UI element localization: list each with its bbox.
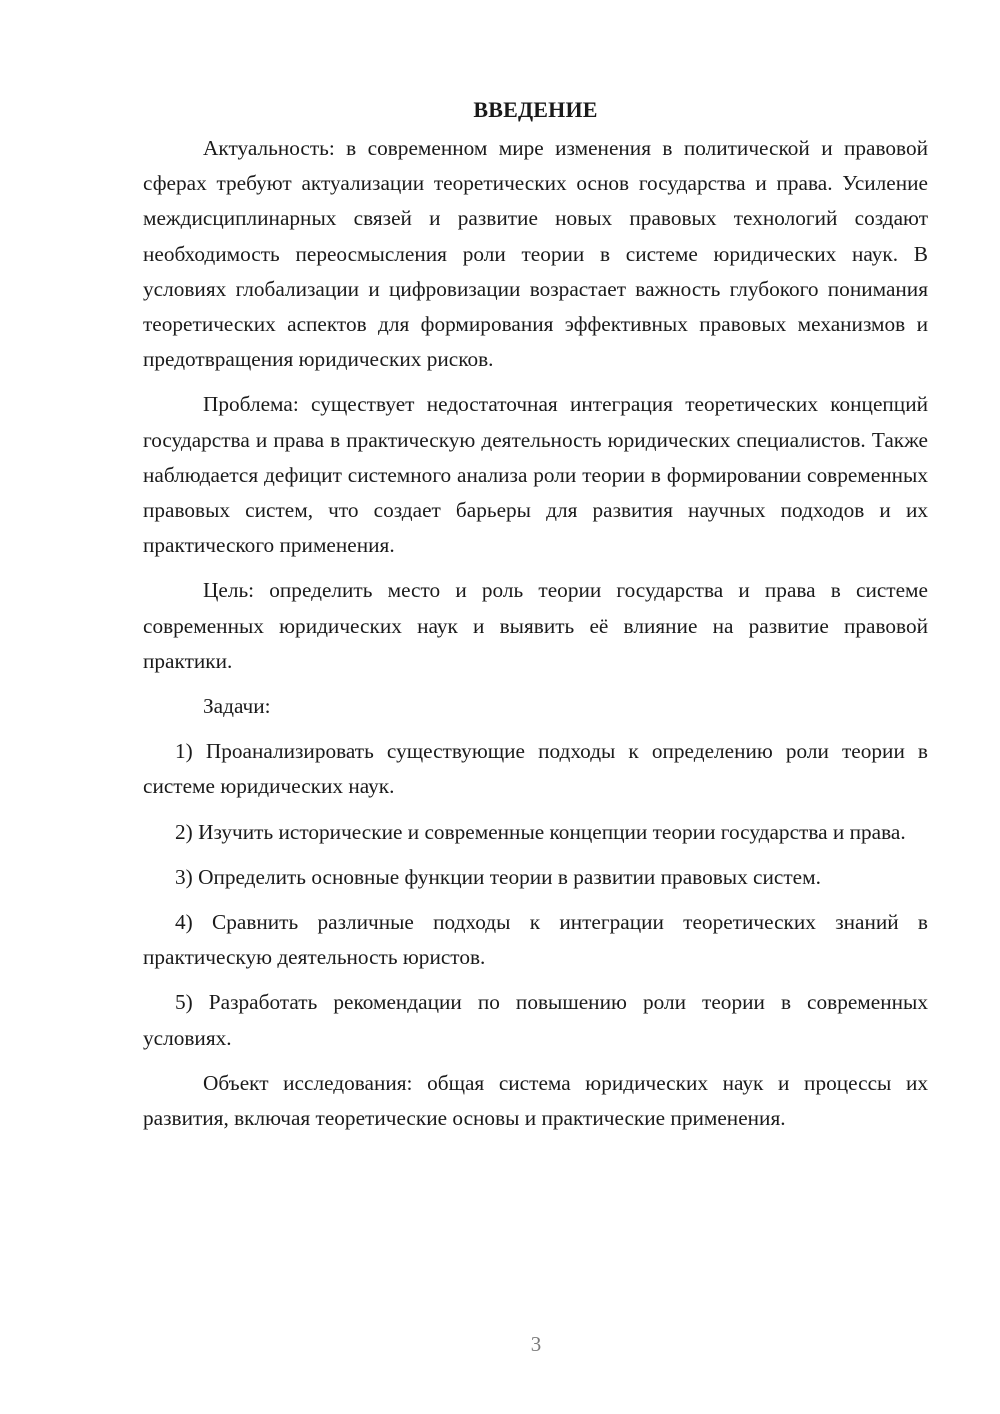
tasks-label: Задачи: [203,694,271,719]
task-item: 1) Проанализировать существующие подходы к определению роли теории в системе юридических наук. [143,739,928,799]
task-item: 2) Изучить исторические и современные концепции теории государства и права. [175,819,906,844]
task-item: 5) Разработать рекомендации по повышению роли теории в современных условиях. [143,990,928,1050]
task-item: 3) Определить основные функции теории в развитии правовых систем. [175,864,821,889]
document-page [143,92,928,1146]
task-item: 4) Сравнить различные подходы к интеграции теоретических знаний в практическую деятельность юристов. [143,910,928,970]
page-number: 3 [530,1332,542,1356]
object-paragraph: Объект исследования: общая система юридических наук и процессы их развития, включая теоретические основы и практические применения. [143,1070,928,1131]
relevance-paragraph: Актуальность: в современном мире изменения в политической и правовой сферах требуют актуализации теоретических основ государства и права. Усиление междисциплинарных связей и развитие новых правовых технологий создают необходимость переосмысления роли теории в системе юридических наук. В условиях глобализации и цифровизации возрастает важность глубокого понимания теоретических аспектов для формирования эффективных правовых механизмов и предотвращения юридических рисков. [143,136,928,372]
problem-paragraph: Проблема: существует недостаточная интеграция теоретических концепций государства и права в практическую деятельность юридических специалистов. Также наблюдается дефицит системного анализа роли теории в формировании современных правовых систем, что создает барьеры для развития научных подходов и их практического применения. [143,392,928,558]
goal-paragraph: Цель: определить место и роль теории государства и права в системе современных юридических наук и выявить её влияние на развитие правовой практики. [143,578,928,673]
page-title: ВВЕДЕНИЕ [473,97,598,122]
